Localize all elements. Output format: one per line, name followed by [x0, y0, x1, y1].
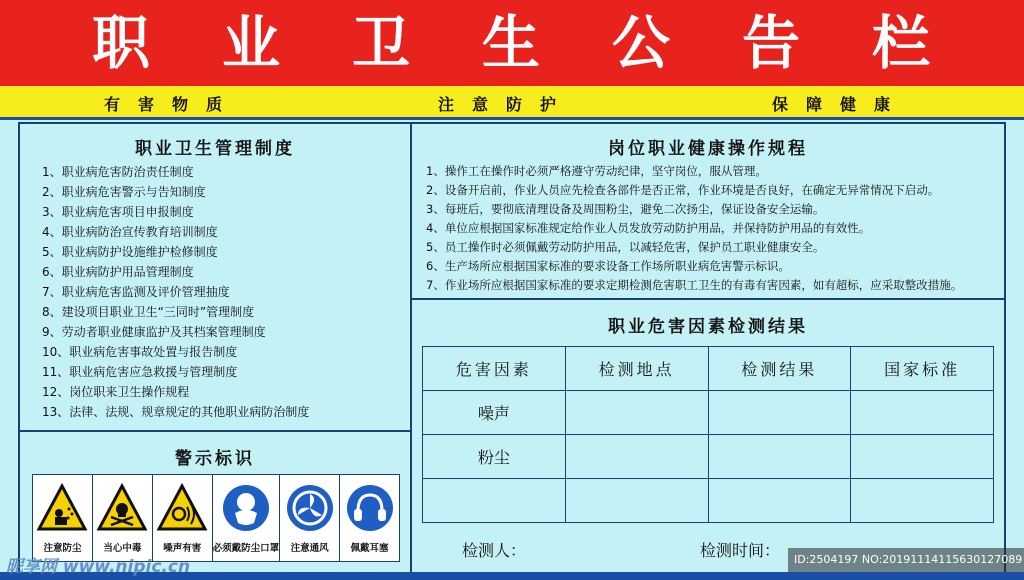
table-cell	[851, 391, 994, 435]
table-cell: 噪声	[423, 391, 566, 435]
table-cell	[851, 435, 994, 479]
title-char: 业	[222, 9, 281, 77]
list-item: 1、职业病危害防治责任制度	[42, 165, 194, 179]
table-row	[423, 391, 994, 435]
poison-warning-icon	[97, 483, 147, 533]
dust-mask-icon	[221, 483, 271, 533]
title-banner	[0, 0, 1024, 86]
title-char: 卫	[352, 9, 411, 77]
results-table	[422, 346, 994, 523]
warning-sign	[213, 475, 281, 561]
sign-label: 噪声有害	[163, 543, 202, 554]
inspection-time-label: 检测时间：	[700, 541, 781, 560]
board-title	[0, 0, 1024, 86]
list-item: 10、职业病危害事故处置与报告制度	[42, 345, 238, 359]
list-item: 8、建设项目职业卫生“三同时”管理制度	[42, 305, 255, 319]
sign-label: 佩戴耳塞	[350, 543, 389, 554]
list-item: 3、每班后，要彻底清理设备及周围粉尘，避免二次扬尘，保证设备安全运输。	[426, 202, 825, 216]
warning-sign	[33, 475, 93, 561]
operation-title: 岗位职业健康操作规程	[608, 139, 808, 159]
column-header: 检测地点	[565, 347, 708, 391]
dust-warning-icon	[37, 483, 87, 533]
list-item: 12、岗位职来卫生操作规程	[42, 385, 190, 399]
table-cell	[423, 479, 566, 523]
table-row	[423, 435, 994, 479]
table-row	[423, 479, 994, 523]
column-header: 国家标准	[851, 347, 994, 391]
list-item: 13、法律、法规、规章规定的其他职业病防治制度	[42, 405, 310, 419]
inspector-label: 检测人：	[462, 541, 527, 560]
list-item: 7、作业场所应根据国家标准的要求定期检测危害职工卫生的有毒有害因素，如有超标，应采取整改措施。	[426, 278, 963, 292]
list-item: 6、生产场所应根据国家标准的要求设备工作场所职业病危害警示标识。	[426, 259, 790, 273]
sign-label: 当心中毒	[103, 543, 142, 554]
title-char: 生	[482, 9, 541, 77]
slogan-bar	[0, 86, 1024, 120]
warning-sign	[153, 475, 213, 561]
operation-panel	[410, 122, 1006, 300]
table-cell: 粉尘	[423, 435, 566, 479]
list-item: 3、职业病危害项目申报制度	[42, 205, 194, 219]
title-char: 栏	[872, 9, 931, 77]
table-cell	[565, 479, 708, 523]
list-item: 6、职业病防护用品管理制度	[42, 265, 194, 279]
list-item: 2、职业病危害警示与告知制度	[42, 185, 206, 199]
operation-list	[426, 162, 962, 295]
results-panel	[410, 298, 1006, 576]
list-item: 9、劳动者职业健康监护及其档案管理制度	[42, 325, 266, 339]
table-cell	[851, 479, 994, 523]
list-item: 4、单位应根据国家标准规定给作业人员发放劳动防护用品，并保持防护用品的有效性。	[426, 221, 871, 235]
table-cell	[565, 391, 708, 435]
sign-label: 注意防尘	[43, 543, 82, 554]
warning-sign	[93, 475, 153, 561]
table-cell	[708, 435, 851, 479]
watermark-id: ID:2504197 NO:20191114115630127089	[788, 548, 1024, 572]
list-item: 4、职业病防治宣传教育培训制度	[42, 225, 218, 239]
list-item: 5、员工操作时必须佩戴劳动防护用品，以减轻危害，保护员工职业健康安全。	[426, 240, 825, 254]
sign-label: 必须戴防尘口罩	[212, 543, 280, 554]
table-cell	[708, 391, 851, 435]
slogan-text: 有害物质	[104, 95, 241, 114]
list-item: 7、职业病危害监测及评价管理抽度	[42, 285, 230, 299]
warning-sign	[280, 475, 340, 561]
list-item: 1、操作工在操作时必须严格遵守劳动纪律，坚守岗位，服从管理。	[426, 164, 767, 178]
sign-label: 注意通风	[290, 543, 329, 554]
slogan-text: 保障健康	[772, 95, 909, 114]
management-panel	[18, 122, 412, 432]
list-item: 5、职业病防护设施维护检修制度	[42, 245, 218, 259]
results-title: 职业危害因素检测结果	[608, 317, 808, 337]
table-header-row	[423, 347, 994, 391]
title-char: 告	[742, 9, 801, 77]
table-cell	[565, 435, 708, 479]
warning-title: 警示标识	[175, 449, 255, 469]
slogan-text: 注意防护	[438, 95, 575, 114]
list-item: 2、设备开启前，作业人员应先检查各部件是否正常，作业环境是否良好，在确定无异常情况下启动。	[426, 183, 940, 197]
column-header: 检测结果	[708, 347, 851, 391]
title-char: 职	[92, 9, 151, 77]
warning-sign	[340, 475, 399, 561]
noise-warning-icon	[157, 483, 207, 533]
ear-protection-icon	[345, 483, 395, 533]
table-cell	[708, 479, 851, 523]
title-char: 公	[612, 9, 671, 77]
list-item: 11、职业病危害应急救援与管理制度	[42, 365, 238, 379]
management-list	[42, 162, 309, 422]
warning-sign-row	[32, 474, 400, 562]
ventilation-icon	[285, 483, 335, 533]
management-title: 职业卫生管理制度	[135, 139, 295, 159]
watermark-logo: 昵享网 www.nipic.cn	[6, 557, 191, 577]
column-header: 危害因素	[423, 347, 566, 391]
